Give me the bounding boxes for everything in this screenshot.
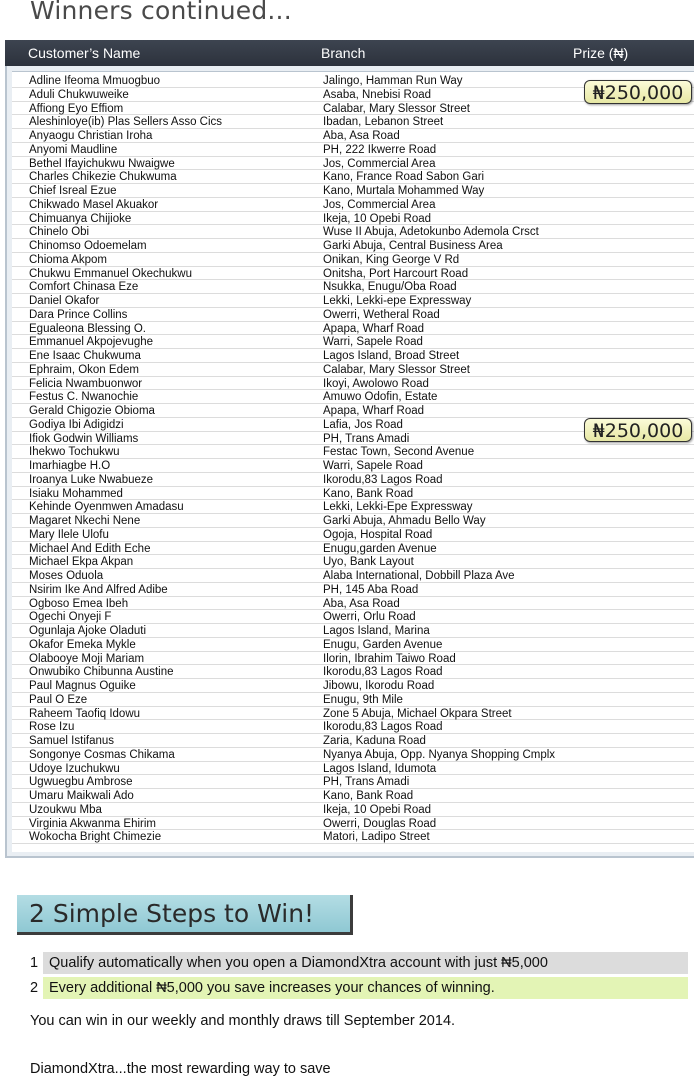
branch-cell: PH, Trans Amadi: [323, 776, 410, 789]
step-item: [30, 977, 690, 999]
table-row: [12, 308, 694, 322]
customer-name-cell: Chinomso Odoemelam: [29, 240, 147, 252]
table-row: [12, 170, 694, 184]
table-row: [12, 652, 694, 666]
customer-name-cell: Paul Magnus Oguike: [29, 680, 136, 692]
customer-name-cell: Comfort Chinasa Eze: [29, 281, 139, 294]
page-title: Winners continued...: [30, 0, 292, 25]
table-row: [12, 542, 694, 556]
customer-name-cell: Aduli Chukwuweike: [29, 88, 129, 101]
customer-name-cell: Anyaogu Christian Iroha: [29, 130, 153, 142]
customer-name-cell: Ogechi Onyeji F: [29, 611, 112, 624]
table-row: [12, 514, 694, 528]
table-row: [12, 322, 694, 336]
customer-name-cell: Rose Izu: [29, 721, 75, 734]
branch-cell: Uyo, Bank Layout: [323, 556, 414, 569]
table-row: [12, 349, 694, 363]
branch-cell: Kano, Bank Road: [323, 487, 414, 500]
branch-cell: Ogoja, Hospital Road: [323, 528, 433, 541]
table-row: [12, 198, 694, 212]
table-row: [12, 693, 694, 707]
branch-cell: Zone 5 Abuja, Michael Okpara Street: [323, 707, 512, 720]
branch-cell: Owerri, Orlu Road: [323, 611, 416, 624]
branch-cell: Lekki, Lekki-Epe Expressway: [323, 501, 473, 514]
customer-name-cell: Isiaku Mohammed: [29, 487, 123, 500]
branch-cell: Warri, Sapele Road: [323, 336, 423, 349]
prize-badge: ₦250,000: [584, 80, 692, 104]
table-row: [12, 789, 694, 803]
table-row: [12, 583, 694, 597]
customer-name-cell: Felicia Nwambuonwor: [29, 377, 143, 390]
table-row: [12, 555, 694, 569]
branch-cell: Ikorodu,83 Lagos Road: [323, 666, 443, 679]
customer-name-cell: Chinelo Obi: [29, 226, 90, 239]
branch-cell: Ikoyi, Awolowo Road: [323, 377, 429, 390]
table-row: [12, 762, 694, 776]
table-row: [12, 679, 694, 693]
step-text: Qualify automatically when you open a DiamondXtra account with just ₦5,000: [43, 952, 688, 974]
table-row: [12, 212, 694, 226]
branch-cell: Calabar, Mary Slessor Street: [323, 363, 471, 376]
table-row: [12, 720, 694, 734]
branch-cell: Ikorodu,83 Lagos Road: [323, 721, 443, 734]
branch-cell: Ikorodu,83 Lagos Road: [323, 473, 443, 486]
branch-cell: Kano, Bank Road: [323, 790, 414, 802]
branch-cell: Zaria, Kaduna Road: [323, 735, 426, 747]
table-row: [12, 610, 694, 624]
header-branch: Branch: [321, 45, 366, 61]
customer-name-cell: Udoye Izuchukwu: [29, 762, 120, 775]
branch-cell: PH, Trans Amadi: [323, 432, 410, 445]
branch-cell: Amuwo Odofin, Estate: [323, 391, 438, 404]
customer-name-cell: Virginia Akwanma Ehirim: [29, 817, 156, 830]
branch-cell: Lagos Island, Idumota: [323, 762, 437, 775]
customer-name-cell: Ogboso Emea Ibeh: [29, 597, 129, 610]
table-row: [12, 363, 694, 377]
branch-cell: Alaba International, Dobbill Plaza Ave: [323, 570, 515, 582]
header-customer-name: Customer’s Name: [28, 45, 141, 61]
customer-name-cell: Aleshinloye(ib) Plas Sellers Asso Cics: [29, 116, 223, 129]
table-row: [12, 487, 694, 501]
customer-name-cell: Chioma Akpom: [29, 253, 107, 266]
branch-cell: Garki Abuja, Central Business Area: [323, 240, 503, 252]
header-prize: Prize (₦): [573, 45, 629, 61]
customer-name-cell: Chief Isreal Ezue: [29, 185, 117, 197]
branch-cell: Lagos Island, Marina: [323, 625, 430, 637]
customer-name-cell: Moses Oduola: [29, 570, 104, 582]
branch-cell: Jos, Commercial Area: [323, 157, 436, 170]
customer-name-cell: Chukwu Emmanuel Okechukwu: [29, 267, 192, 280]
branch-cell: Aba, Asa Road: [323, 130, 400, 142]
customer-name-cell: Imarhiagbe H.O: [29, 460, 111, 472]
customer-name-cell: Adline Ifeoma Mmuogbuo: [29, 75, 161, 87]
tagline: DiamondXtra...the most rewarding way to save: [30, 1061, 331, 1077]
table-row: [12, 597, 694, 611]
draws-info: You can win in our weekly and monthly draws till September 2014.: [30, 1013, 456, 1029]
customer-name-cell: Bethel Ifayichukwu Nwaigwe: [29, 157, 175, 170]
table-row: [12, 115, 694, 129]
table-row: [12, 638, 694, 652]
branch-cell: Lagos Island, Broad Street: [323, 350, 460, 362]
branch-cell: Ikeja, 10 Opebi Road: [323, 803, 432, 816]
branch-cell: Wuse II Abuja, Adetokunbo Ademola Crsct: [323, 226, 539, 239]
table-row: [12, 239, 694, 253]
branch-cell: Festac Town, Second Avenue: [323, 446, 475, 459]
table-row: [12, 404, 694, 418]
table-row: [12, 294, 694, 308]
branch-cell: Warri, Sapele Road: [323, 460, 423, 472]
branch-cell: PH, 145 Aba Road: [323, 583, 419, 596]
table-row: [12, 445, 694, 459]
table-row: [12, 500, 694, 514]
branch-cell: Calabar, Mary Slessor Street: [323, 102, 471, 115]
customer-name-cell: Dara Prince Collins: [29, 308, 128, 321]
step-item: [30, 952, 690, 974]
table-row: [12, 707, 694, 721]
customer-name-cell: Ephraim, Okon Edem: [29, 363, 139, 376]
steps-heading: 2 Simple Steps to Win!: [17, 895, 353, 935]
table-row: [12, 734, 694, 748]
branch-cell: Enugu,garden Avenue: [323, 542, 437, 555]
table-row: [12, 267, 694, 281]
table-row: [12, 129, 694, 143]
customer-name-cell: Paul O Eze: [29, 693, 88, 706]
customer-name-cell: Raheem Taofiq Idowu: [29, 707, 141, 720]
table-row: [12, 143, 694, 157]
branch-cell: PH, 222 Ikwerre Road: [323, 143, 437, 156]
step-number: 2: [30, 980, 39, 996]
branch-cell: Jibowu, Ikorodu Road: [323, 680, 435, 692]
branch-cell: Owerri, Douglas Road: [323, 817, 437, 830]
customer-name-cell: Egualeona Blessing O.: [29, 322, 146, 335]
branch-cell: Nsukka, Enugu/Oba Road: [323, 281, 457, 294]
table-row: [12, 390, 694, 404]
branch-cell: Lekki, Lekki-epe Expressway: [323, 295, 472, 307]
customer-name-cell: Chikwado Masel Akuakor: [29, 198, 159, 211]
customer-name-cell: Magaret Nkechi Nene: [29, 515, 141, 527]
customer-name-cell: Godiya Ibi Adigidzi: [29, 418, 124, 431]
branch-cell: Kano, Murtala Mohammed Way: [323, 185, 485, 197]
branch-cell: Ikeja, 10 Opebi Road: [323, 212, 432, 225]
customer-name-cell: Festus C. Nwanochie: [29, 391, 139, 404]
table-row: [12, 817, 694, 831]
branch-cell: Asaba, Nnebisi Road: [323, 88, 432, 101]
branch-cell: Apapa, Wharf Road: [323, 405, 425, 417]
table-row: [12, 157, 694, 171]
branch-cell: Kano, France Road Sabon Gari: [323, 171, 485, 184]
customer-name-cell: Chimuanya Chijioke: [29, 212, 132, 225]
table-row: [12, 569, 694, 583]
customer-name-cell: Affiong Eyo Effiom: [29, 102, 124, 115]
customer-name-cell: Michael And Edith Eche: [29, 542, 151, 555]
customer-name-cell: Ifiok Godwin Williams: [29, 432, 139, 445]
branch-cell: Nyanya Abuja, Opp. Nyanya Shopping Cmplx: [323, 748, 556, 761]
branch-cell: Enugu, Garden Avenue: [323, 638, 443, 651]
table-body: [12, 71, 694, 852]
customer-name-cell: Okafor Emeka Mykle: [29, 638, 136, 651]
branch-cell: Jos, Commercial Area: [323, 198, 436, 211]
customer-name-cell: Olabooye Moji Mariam: [29, 652, 145, 665]
customer-name-cell: Daniel Okafor: [29, 295, 100, 307]
table-row: [12, 775, 694, 789]
customer-name-cell: Ihekwo Tochukwu: [29, 446, 120, 459]
customer-name-cell: Gerald Chigozie Obioma: [29, 405, 155, 417]
customer-name-cell: Ugwuegbu Ambrose: [29, 776, 133, 789]
table-row: [12, 377, 694, 391]
branch-cell: Jalingo, Hamman Run Way: [323, 75, 463, 87]
branch-cell: Lafia, Jos Road: [323, 418, 403, 431]
table-row: [12, 225, 694, 239]
customer-name-cell: Wokocha Bright Chimezie: [29, 831, 162, 844]
branch-cell: Apapa, Wharf Road: [323, 322, 425, 335]
customer-name-cell: Charles Chikezie Chukwuma: [29, 171, 177, 184]
customer-name-cell: Iroanya Luke Nwabueze: [29, 473, 154, 486]
customer-name-cell: Ene Isaac Chukwuma: [29, 350, 141, 362]
branch-cell: Garki Abuja, Ahmadu Bello Way: [323, 515, 486, 527]
table-row: [12, 253, 694, 267]
customer-name-cell: Nsirim Ike And Alfred Adibe: [29, 583, 168, 596]
table-row: [12, 459, 694, 473]
customer-name-cell: Ogunlaja Ajoke Oladuti: [29, 625, 146, 637]
branch-cell: Onitsha, Port Harcourt Road: [323, 267, 469, 280]
customer-name-cell: Onwubiko Chibunna Austine: [29, 666, 174, 679]
table-row: [12, 473, 694, 487]
branch-cell: Ibadan, Lebanon Street: [323, 116, 444, 129]
table-row: [12, 748, 694, 762]
branch-cell: Ilorin, Ibrahim Taiwo Road: [323, 652, 456, 665]
branch-cell: Onikan, King George V Rd: [323, 253, 460, 266]
prize-badge: ₦250,000: [584, 418, 692, 442]
customer-name-cell: Michael Ekpa Akpan: [29, 556, 134, 569]
customer-name-cell: Umaru Maikwali Ado: [29, 790, 134, 802]
customer-name-cell: Anyomi Maudline: [29, 143, 118, 156]
table-row: [12, 528, 694, 542]
branch-cell: Aba, Asa Road: [323, 597, 400, 610]
customer-name-cell: Songonye Cosmas Chikama: [29, 748, 175, 761]
customer-name-cell: Mary Ilele Ulofu: [29, 528, 109, 541]
table-row: [12, 335, 694, 349]
table-row: [12, 280, 694, 294]
branch-cell: Matori, Ladipo Street: [323, 831, 430, 844]
step-number: 1: [30, 955, 39, 971]
table-row: [12, 803, 694, 817]
branch-cell: Owerri, Wetheral Road: [323, 308, 440, 321]
customer-name-cell: Emmanuel Akpojevughe: [29, 336, 154, 349]
customer-name-cell: Samuel Istifanus: [29, 735, 115, 747]
table-row: [12, 624, 694, 638]
table-header: [5, 40, 694, 66]
step-text: Every additional ₦5,000 you save increases your chances of winning.: [43, 977, 688, 999]
customer-name-cell: Uzoukwu Mba: [29, 803, 102, 816]
table-row: [12, 665, 694, 679]
customer-name-cell: Kehinde Oyenmwen Amadasu: [29, 501, 184, 514]
table-row: [12, 830, 694, 844]
table-row: [12, 184, 694, 198]
branch-cell: Enugu, 9th Mile: [323, 693, 403, 706]
